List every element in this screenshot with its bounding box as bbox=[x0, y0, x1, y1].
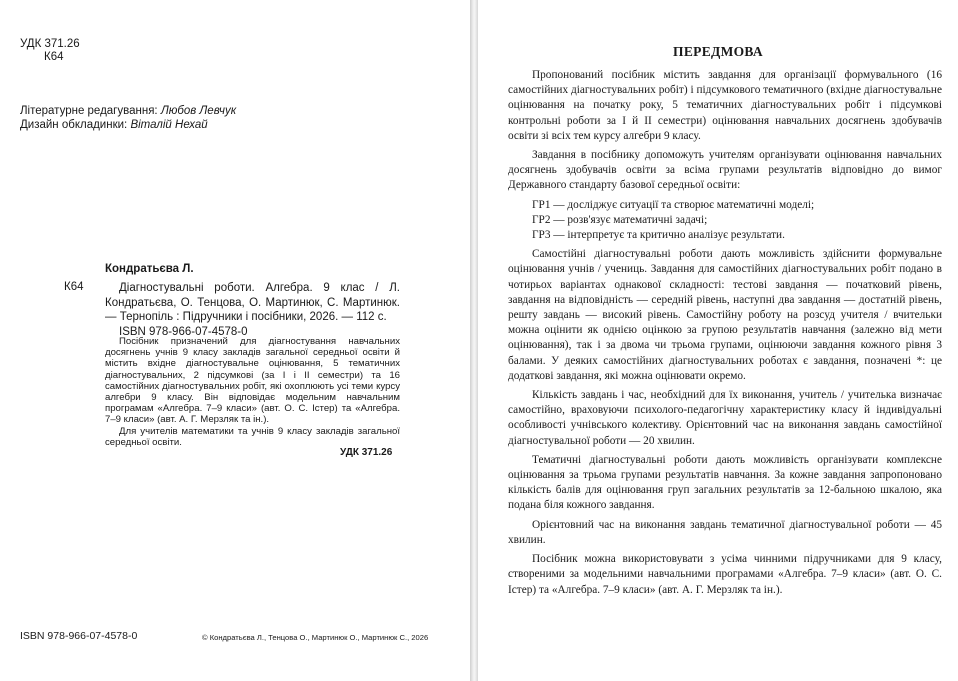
result-group-1: ГР1 — досліджує ситуації та створює математичні моделі; bbox=[532, 198, 815, 211]
isbn-footer: ISBN 978-966-07-4578-0 bbox=[20, 630, 138, 642]
editor-credit bbox=[20, 104, 236, 118]
udk-bottom: УДК 371.26 bbox=[340, 447, 393, 458]
side-code: К64 bbox=[64, 281, 84, 293]
udk-block bbox=[20, 38, 80, 64]
page-title: ПЕРЕДМОВА bbox=[673, 44, 763, 59]
udk-code: УДК 371.26 bbox=[20, 38, 80, 50]
bibliographic-entry bbox=[105, 281, 400, 339]
annotation bbox=[105, 336, 400, 448]
preface-paragraph: Самостійні діагностувальні роботи дають можливість здійснити формувальне оцінювання учнів / учениць. Завдання для самостійних діагностувальних робіт подано в чотирьох варіантах однакової складності: тестові завдання — початковий рівень, завдання на відповідність — середній рівень, наступні два завдання — достатній рівень, решту завдань — високий рівень. Самостійну роботу на розсуд учителя / вчительки можна оцінити як однією оцінкою за групою результатів навчання (залежно від мети оцінювання), так і за двома чи трьома групами, оцінюючи завдання кожного рівня 3 балами. У деяких самостійних діагностувальних роботах є завдання, позначені *: це додаткові завдання, які можна оцінювати окремо. bbox=[508, 248, 942, 382]
annotation-paragraph: Посібник призначений для діагностування навчальних досягнень учнів 9 класу закладів загальної середньої освіти й містить вхідне діагностувальне оцінювання, 5 тематичних діагностувальних, 2 підсумкові (за І і ІІ семестри) та 16 самостійних діагностувальних робіт, які охоплюють усі теми курсу алгебри 9 класу. Він відповідає модельним навчальним програмам «Алгебра. 7–9 класи» (авт. О. С. Істер) та «Алгебра. 7–9 класи» (авт. А. Г. Мерзляк та ін.). bbox=[105, 336, 400, 426]
author-heading: Кондратьєва Л. bbox=[105, 263, 194, 275]
result-group-2: ГР2 — розв'язує математичні задачі; bbox=[532, 213, 708, 226]
preface-paragraph: Орієнтовний час на виконання завдань тематичної діагностувальної роботи — 45 хвилин. bbox=[508, 518, 942, 546]
cover-label: Дизайн обкладинки: bbox=[20, 119, 128, 131]
preface-paragraph: Кількість завдань і час, необхідний для їх виконання, учитель / учителька визначає самостійно, враховуючи психолого-педагогічну характеристику класу й індивідуальні особливості учнівського колективу. Орієнтовний час на виконання завдань самостійної діагностувальної роботи — 20 хвилин. bbox=[508, 389, 942, 447]
author-sign-code: К64 bbox=[44, 51, 64, 63]
right-page bbox=[478, 0, 958, 681]
preface-paragraph: Посібник можна використовувати з усіма чинними підручниками для 9 класу, створеними за модельними навчальними програмами «Алгебра. 7–9 класи» (авт. О. С. Істер) та «Алгебра. 7–9 класи» (авт. А. Г. Мерзляк та ін.). bbox=[508, 553, 942, 596]
preface-paragraph: Завдання в посібнику допоможуть учителям організувати оцінювання навчальних досягнень здобувачів освіти за всіма групами результатів відповідно до вимог Державного стандарту базової середньої освіти: bbox=[508, 149, 942, 192]
editor-name: Любов Левчук bbox=[160, 105, 237, 117]
cover-name: Віталій Нехай bbox=[130, 119, 208, 131]
left-page bbox=[0, 0, 470, 681]
result-group-3: ГР3 — інтерпретує та критично аналізує результати. bbox=[532, 229, 785, 242]
bib-description: Діагностувальні роботи. Алгебра. 9 клас / Л. Кондратьєва, О. Тенцова, О. Мартинюк, С. Мартинюк. — Тернопіль : Підручники і посібники, 2026. — 112 с. bbox=[105, 282, 400, 323]
annotation-paragraph: Для учителів математики та учнів 9 класу закладів загальної середньої освіти. bbox=[105, 425, 400, 448]
book-gutter bbox=[470, 0, 478, 681]
cover-credit bbox=[20, 118, 236, 132]
copyright-line: © Кондратьєва Л., Тенцова О., Мартинюк О., Мартинюк С., 2026 bbox=[202, 633, 429, 642]
bib-isbn: ISBN 978-966-07-4578-0 bbox=[119, 325, 248, 338]
preface-paragraph: Тематичні діагностувальні роботи дають можливість організувати комплексне оцінювання за трьома групами результатів навчання. За кожне завдання запропоновано кількість балів для оцінювання груп загальних результатів за 12-бальною шкалою, яка подана біля кожного завдання. bbox=[508, 453, 942, 512]
preface-paragraph: Пропонований посібник містить завдання для організації формувального (16 самостійних діагностувальних робіт) і підсумкового тематичного (вхідне діагностувальне оцінювання на початку року, 5 тематичних діагностувальних робіт і підсумкові контрольні роботи за І й ІІ семестри) оцінювання навчальних досягнень здобувачів освіти зі всіх тем курсу алгебри 9 класу. bbox=[508, 69, 942, 142]
preface-body bbox=[508, 68, 942, 602]
credits-block bbox=[20, 104, 236, 132]
editor-label: Літературне редагування: bbox=[20, 105, 158, 117]
